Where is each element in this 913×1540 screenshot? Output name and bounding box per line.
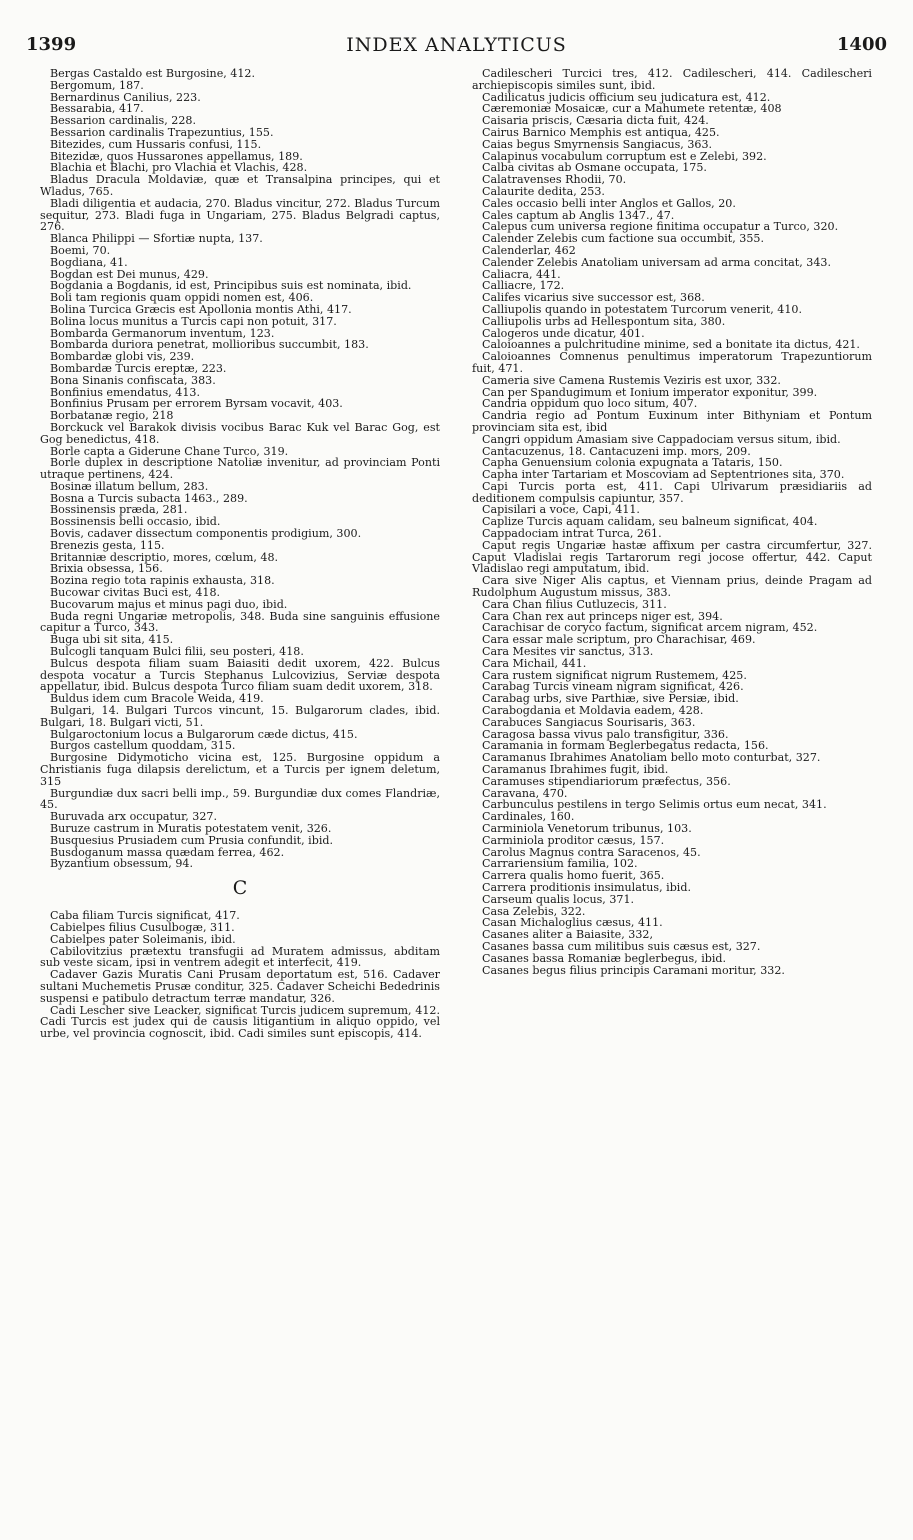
left-column [40,68,440,1040]
index-entry: Bossinensis belli occasio, ibid. [50,515,221,529]
index-entry: Carminiola proditor cæsus, 157. [482,833,665,847]
index-entry: Can per Spandugimum et Ionium imperator exponitur, 399. [482,385,818,399]
index-entry: Calba civitas ab Osmane occupata, 175. [482,161,707,175]
index-entry: Caramanus Ibrahimes Anatoliam bello moto conturbat, 327. [482,751,821,765]
index-entry: Carabag Turcis vineam nigram significat, 426. [482,680,744,694]
index-entry: Cara Michail, 441. [482,656,587,670]
index-entry: Caragosa bassa vivus palo transfigitur, 336. [482,727,729,741]
index-entry: Busdoganum massa quædam ferrea, 462. [50,845,285,859]
index-entry: Bossinensis præda, 281. [50,503,188,517]
index-entry: Carbunculus pestilens in tergo Selimis ortus eum necat, 341. [482,798,827,812]
index-entry: Caliacra, 441. [482,267,561,281]
index-entry: Bulgaroctonium locus a Bulgarorum cæde dictus, 415. [50,727,358,741]
index-entry: Carseum qualis locus, 371. [482,892,635,906]
index-entry: Caravana, 470. [482,786,568,800]
index-entry: Carminiola Venetorum tribunus, 103. [482,822,692,835]
index-entry: Cara Chan filius Cutluzecis, 311. [482,597,667,611]
index-entry: Cabielpes pater Soleimanis, ibid. [50,932,236,946]
index-entry: Bernardinus Canilius, 223. [50,90,201,104]
index-entry: Bombardæ Turcis ereptæ, 223. [50,361,227,375]
index-entry: Buruze castrum in Muratis potestatem venit, 326. [50,822,332,835]
index-entry: Calaurite dedita, 253. [482,184,605,198]
right-column [472,68,872,976]
index-entry: Bosna a Turcis subacta 1463., 289. [50,491,248,505]
index-entry: Cara essar male scriptum, pro Charachisar, 469. [482,633,756,647]
index-entry: Cara rustem significat nigrum Rustemem, 425. [482,668,747,682]
index-entry: Cales captum ab Anglis 1347., 47. [482,208,675,222]
index-entry: Caput regis Ungariæ hastæ affixum per castra circumfertur, 327. Caput Vladislai regis Tartarorum regi jocose offertur, 442. Caput Vladislao regi amputatum, ibid. [472,538,872,576]
index-entry: Candria regio ad Pontum Euxinum inter Bithyniam et Pontum provinciam sita est, ibid [472,409,872,434]
index-entry: Bombarda duriora penetrat, mollioribus succumbit, 183. [50,338,369,352]
index-entry: Bucowar civitas Buci est, 418. [50,586,221,600]
index-entry: Bolina Turcica Græcis est Apollonia montis Athi, 417. [50,302,352,316]
index-entry: Casan Michaloglius cæsus, 411. [482,916,663,930]
index-entry: Capi Turcis porta est, 411. Capi Ulrivarum præsidiariis ad deditionem compulsis capiuntur, 357. [472,479,872,505]
index-entry: Cappadociam intrat Turca, 261. [482,527,662,541]
index-entry: Cadilicatus judicis officium seu judicatura est, 412. [482,90,771,104]
index-entry: Burgos castellum quoddam, 315. [50,739,236,753]
index-entry: Bolina locus munitus a Turcis capi non potuit, 317. [50,314,337,328]
index-entry: Bergas Castaldo est Burgosine, 412. [50,67,256,80]
index-entry: Califes vicarius sive successor est, 368. [482,291,705,305]
index-entry: Calender Zelebis Anatoliam universam ad arma concitat, 343. [482,255,832,269]
index-entry: Cantacuzenus, 18. Cantacuzeni imp. mors, 209. [482,444,751,458]
index-entry: Blanca Philippi — Sfortiæ nupta, 137. [50,232,263,246]
index-entry: Caba filiam Turcis significat, 417. [50,909,240,923]
index-entry: Cameria sive Camena Rustemis Veziris est uxor, 332. [482,373,781,387]
section-letter-heading: C [232,877,248,900]
index-entry: Calliacre, 172. [482,279,565,293]
index-entry: Carachisar de coryco factum, significat arcem nigram, 452. [482,621,818,635]
index-entry: Cadilescheri Turcici tres, 412. Cadilescheri, 414. Cadilescheri archiepiscopis similes sunt, ibid. [472,67,872,92]
index-entry: Calliupolis quando in potestatem Turcorum venerit, 410. [482,302,802,316]
index-entry: Boli tam regionis quam oppidi nomen est, 406. [50,291,314,305]
index-entry: Bessarion cardinalis Trapezuntius, 155. [50,125,274,139]
index-entry: Calogeros unde dicatur, 401. [482,326,645,340]
index-entry: Bonfinius Prusam per errorem Byrsam vocavit, 403. [50,397,343,411]
index-entry: Buga ubi sit sita, 415. [50,633,174,647]
page-number-right: 1400 [836,34,887,55]
index-entry: Candria oppidum quo loco situm, 407. [482,397,698,411]
index-entry: Bogdania a Bogdanis, id est, Principibus suis est nominata, ibid. [50,279,412,293]
index-entry: Bulcogli tanquam Bulci filii, seu posteri, 418. [50,645,304,659]
index-entry: Carolus Magnus contra Saracenos, 45. [482,845,701,859]
index-entry: Caias begus Smyrnensis Sangiacus, 363. [482,137,713,151]
index-entry: Burgosine Didymoticho vicina est, 125. Burgosine oppidum a Christianis fuga dilapsis derelictum, et a Turcis per ignem deletum, 315 [40,751,440,788]
index-entry: Busquesius Prusiadem cum Prusia confundit, ibid. [50,833,334,847]
index-entry: Burgundiæ dux sacri belli imp., 59. Burgundiæ dux comes Flandriæ, 45. [40,786,440,812]
index-entry: Cairus Barnico Memphis est antiqua, 425. [482,125,720,139]
index-entry: Bona Sinanis confiscata, 383. [50,373,216,387]
index-entry: Caplize Turcis aquam calidam, seu balneum significat, 404. [482,515,818,529]
index-entry: Capha Genuensium colonia expugnata a Tataris, 150. [482,456,783,470]
index-entry: Casanes bassa cum militibus suis cæsus est, 327. [482,939,761,953]
index-entry: Capha inter Tartariam et Moscoviam ad Septentriones sita, 370. [482,468,845,482]
index-entry: Buruvada arx occupatur, 327. [50,810,217,824]
index-entry: Bovis, cadaver dissectum componentis prodigium, 300. [50,527,362,541]
index-entry: Bucovarum majus et minus pagi duo, ibid. [50,597,288,611]
index-entry: Casanes begus filius principis Caramani moritur, 332. [482,963,785,977]
index-entry: Cangri oppidum Amasiam sive Cappadociam versus situm, ibid. [482,432,841,446]
index-entry: Caramania in formam Beglerbegatus redacta, 156. [482,739,769,753]
index-entry: Carabogdania et Moldavia eadem, 428. [482,704,704,718]
index-entry: Carrariensium familia, 102. [482,857,638,871]
index-entry: Bergomum, 187. [50,78,144,92]
index-entry: Cabilovitzius prætextu transfugii ad Muratem admissus, abditam sub veste sicam, ipsi in ventrem adegit et interfecit, 419. [40,944,440,970]
index-entry: Bombardæ globi vis, 239. [50,350,195,364]
index-entry: Casanes bassa Romaniæ beglerbegus, ibid. [482,951,727,965]
index-entry: Calliupolis urbs ad Hellespontum sita, 380. [482,314,726,328]
index-entry: Calatravenses Rhodii, 70. [482,173,627,187]
index-entry: Cadaver Gazis Muratis Cani Prusam deportatum est, 516. Cadaver sultani Muchemetis Prusæ conditur, 325. Cadaver Scheichi Bededrinis suspensi e patibulo detractum terræ mandatur, 326. [40,968,440,1005]
right-column-entries [472,68,872,976]
index-entry: Brixia obsessa, 156. [50,562,163,576]
index-entry: Bulcus despota filiam suam Baiasiti dedit uxorem, 422. Bulcus despota vocatur a Turcis Stephanus Lulcovizius, Serviæ despota appellatur, ibid. Bulcus despota Turco filiam suam dedit uxorem, 318. [40,656,440,694]
left-column-entries [40,68,440,870]
index-entry: Cara Mesites vir sanctus, 313. [482,645,654,659]
index-entry: Cabielpes filius Cusulbogæ, 311. [50,920,235,934]
index-entry: Caisaria priscis, Cæsaria dicta fuit, 424. [482,114,709,128]
index-entry: Bosinæ illatum bellum, 283. [50,479,209,493]
index-entry: Bozina regio tota rapinis exhausta, 318. [50,574,275,588]
index-entry: Carrera qualis homo fuerit, 365. [482,869,665,883]
index-entry: Boemi, 70. [50,243,111,257]
index-entry: Bulgari, 14. Bulgari Turcos vincunt, 15. Bulgarorum clades, ibid. Bulgari, 18. Bulgari victi, 51. [40,704,440,729]
index-entry: Britanniæ descriptio, mores, cœlum, 48. [50,550,279,564]
index-entry: Buldus idem cum Bracole Weida, 419. [50,692,264,706]
index-entry: Carrera proditionis insimulatus, ibid. [482,880,691,894]
index-entry: Borbatanæ regio, 218 [50,409,174,423]
index-entry: Calenderlar, 462 [482,243,576,257]
index-entry: Carabag urbs, sive Parthiæ, sive Persiæ, ibid. [482,692,739,706]
index-entry: Bladi diligentia et audacia, 270. Bladus vincitur, 272. Bladus Turcum sequitur, 273. Bladi fuga in Ungariam, 275. Bladus Belgradi captus, 276. [40,196,440,234]
index-entry: Byzantium obsessum, 94. [50,857,194,871]
index-entry: Carabuces Sangiacus Sourisaris, 363. [482,715,696,729]
index-entry: Bitezidæ, quos Hussarones appellamus, 189. [50,149,303,163]
index-entry: Bogdan est Dei munus, 429. [50,267,209,281]
index-entry: Brenezis gesta, 115. [50,538,165,552]
index-entry: Borle capta a Giderune Chane Turco, 319. [50,444,289,458]
index-entry: Bonfinius emendatus, 413. [50,385,200,399]
index-entry: Caloioannes Comnenus penultimus imperatorum Trapezuntiorum fuit, 471. [472,350,872,375]
index-entry: Capisilari a voce, Capi, 411. [482,503,640,517]
index-entry: Casanes aliter a Baiasite, 332, [482,928,653,942]
index-entry: Borckuck vel Barakok divisis vocibus Barac Kuk vel Barac Gog, est Gog benedictus, 418. [40,420,440,446]
index-entry: Bogdiana, 41. [50,255,128,269]
index-entry: Calender Zelebis cum factione sua occumbit, 355. [482,232,764,246]
index-entry: Caramanus Ibrahimes fugit, ibid. [482,763,669,777]
index-entry: Blachia et Blachi, pro Vlachia et Vlachis, 428. [50,161,308,175]
index-entry: Bitezides, cum Hussaris confusi, 115. [50,137,262,151]
index-entry: Cara Chan rex aut princeps niger est, 394. [482,609,723,623]
index-entry: Bessarion cardinalis, 228. [50,114,197,128]
running-title: INDEX ANALYTICUS [346,34,567,56]
index-entry: Caramuses stipendiariorum præfectus, 356. [482,774,731,788]
index-entry: Bladus Dracula Moldaviæ, quæ et Transalpina principes, qui et Wladus, 765. [40,173,440,198]
index-entry: Casa Zelebis, 322. [482,904,586,918]
index-entry: Caloioannes a pulchritudine minime, sed a bonitate ita dictus, 421. [482,338,860,352]
index-entry: Calapinus vocabulum corruptum est e Zelebi, 392. [482,149,767,163]
index-entry: Bombarda Germanorum inventum, 123. [50,326,275,340]
page-number-left: 1399 [26,34,77,55]
index-entry: Cardinales, 160. [482,810,575,824]
index-entry: Calepus cum universa regione finitima occupatur a Turco, 320. [482,220,839,234]
page-header [26,34,887,60]
index-entry: Buda regni Ungariæ metropolis, 348. Buda sine sanguinis effusione capitur a Turco, 343. [40,609,440,635]
index-entry: Cadi Lescher sive Leacker, significat Turcis judicem supremum, 412. Cadi Turcis est judex qui de causis litigantium in aliquo oppido, vel urbe, vel provincia cognoscit, ibid. Cadi similes sunt episcopis, 414. [40,1003,440,1041]
index-entry: Bessarabia, 417. [50,102,144,116]
index-entry: Cæremoniæ Mosaicæ, cur a Mahumete retentæ, 408 [482,102,782,116]
left-column-entries-c [40,910,440,1040]
index-entry: Cales occasio belli inter Anglos et Gallos, 20. [482,196,736,210]
index-entry: Borle duplex in descriptione Natoliæ invenitur, ad provinciam Ponti utraque pertinens, 424. [40,456,440,482]
index-entry: Cara sive Niger Alis captus, et Viennam prius, deinde Pragam ad Rudolphum Augustum missus, 383. [472,574,872,600]
